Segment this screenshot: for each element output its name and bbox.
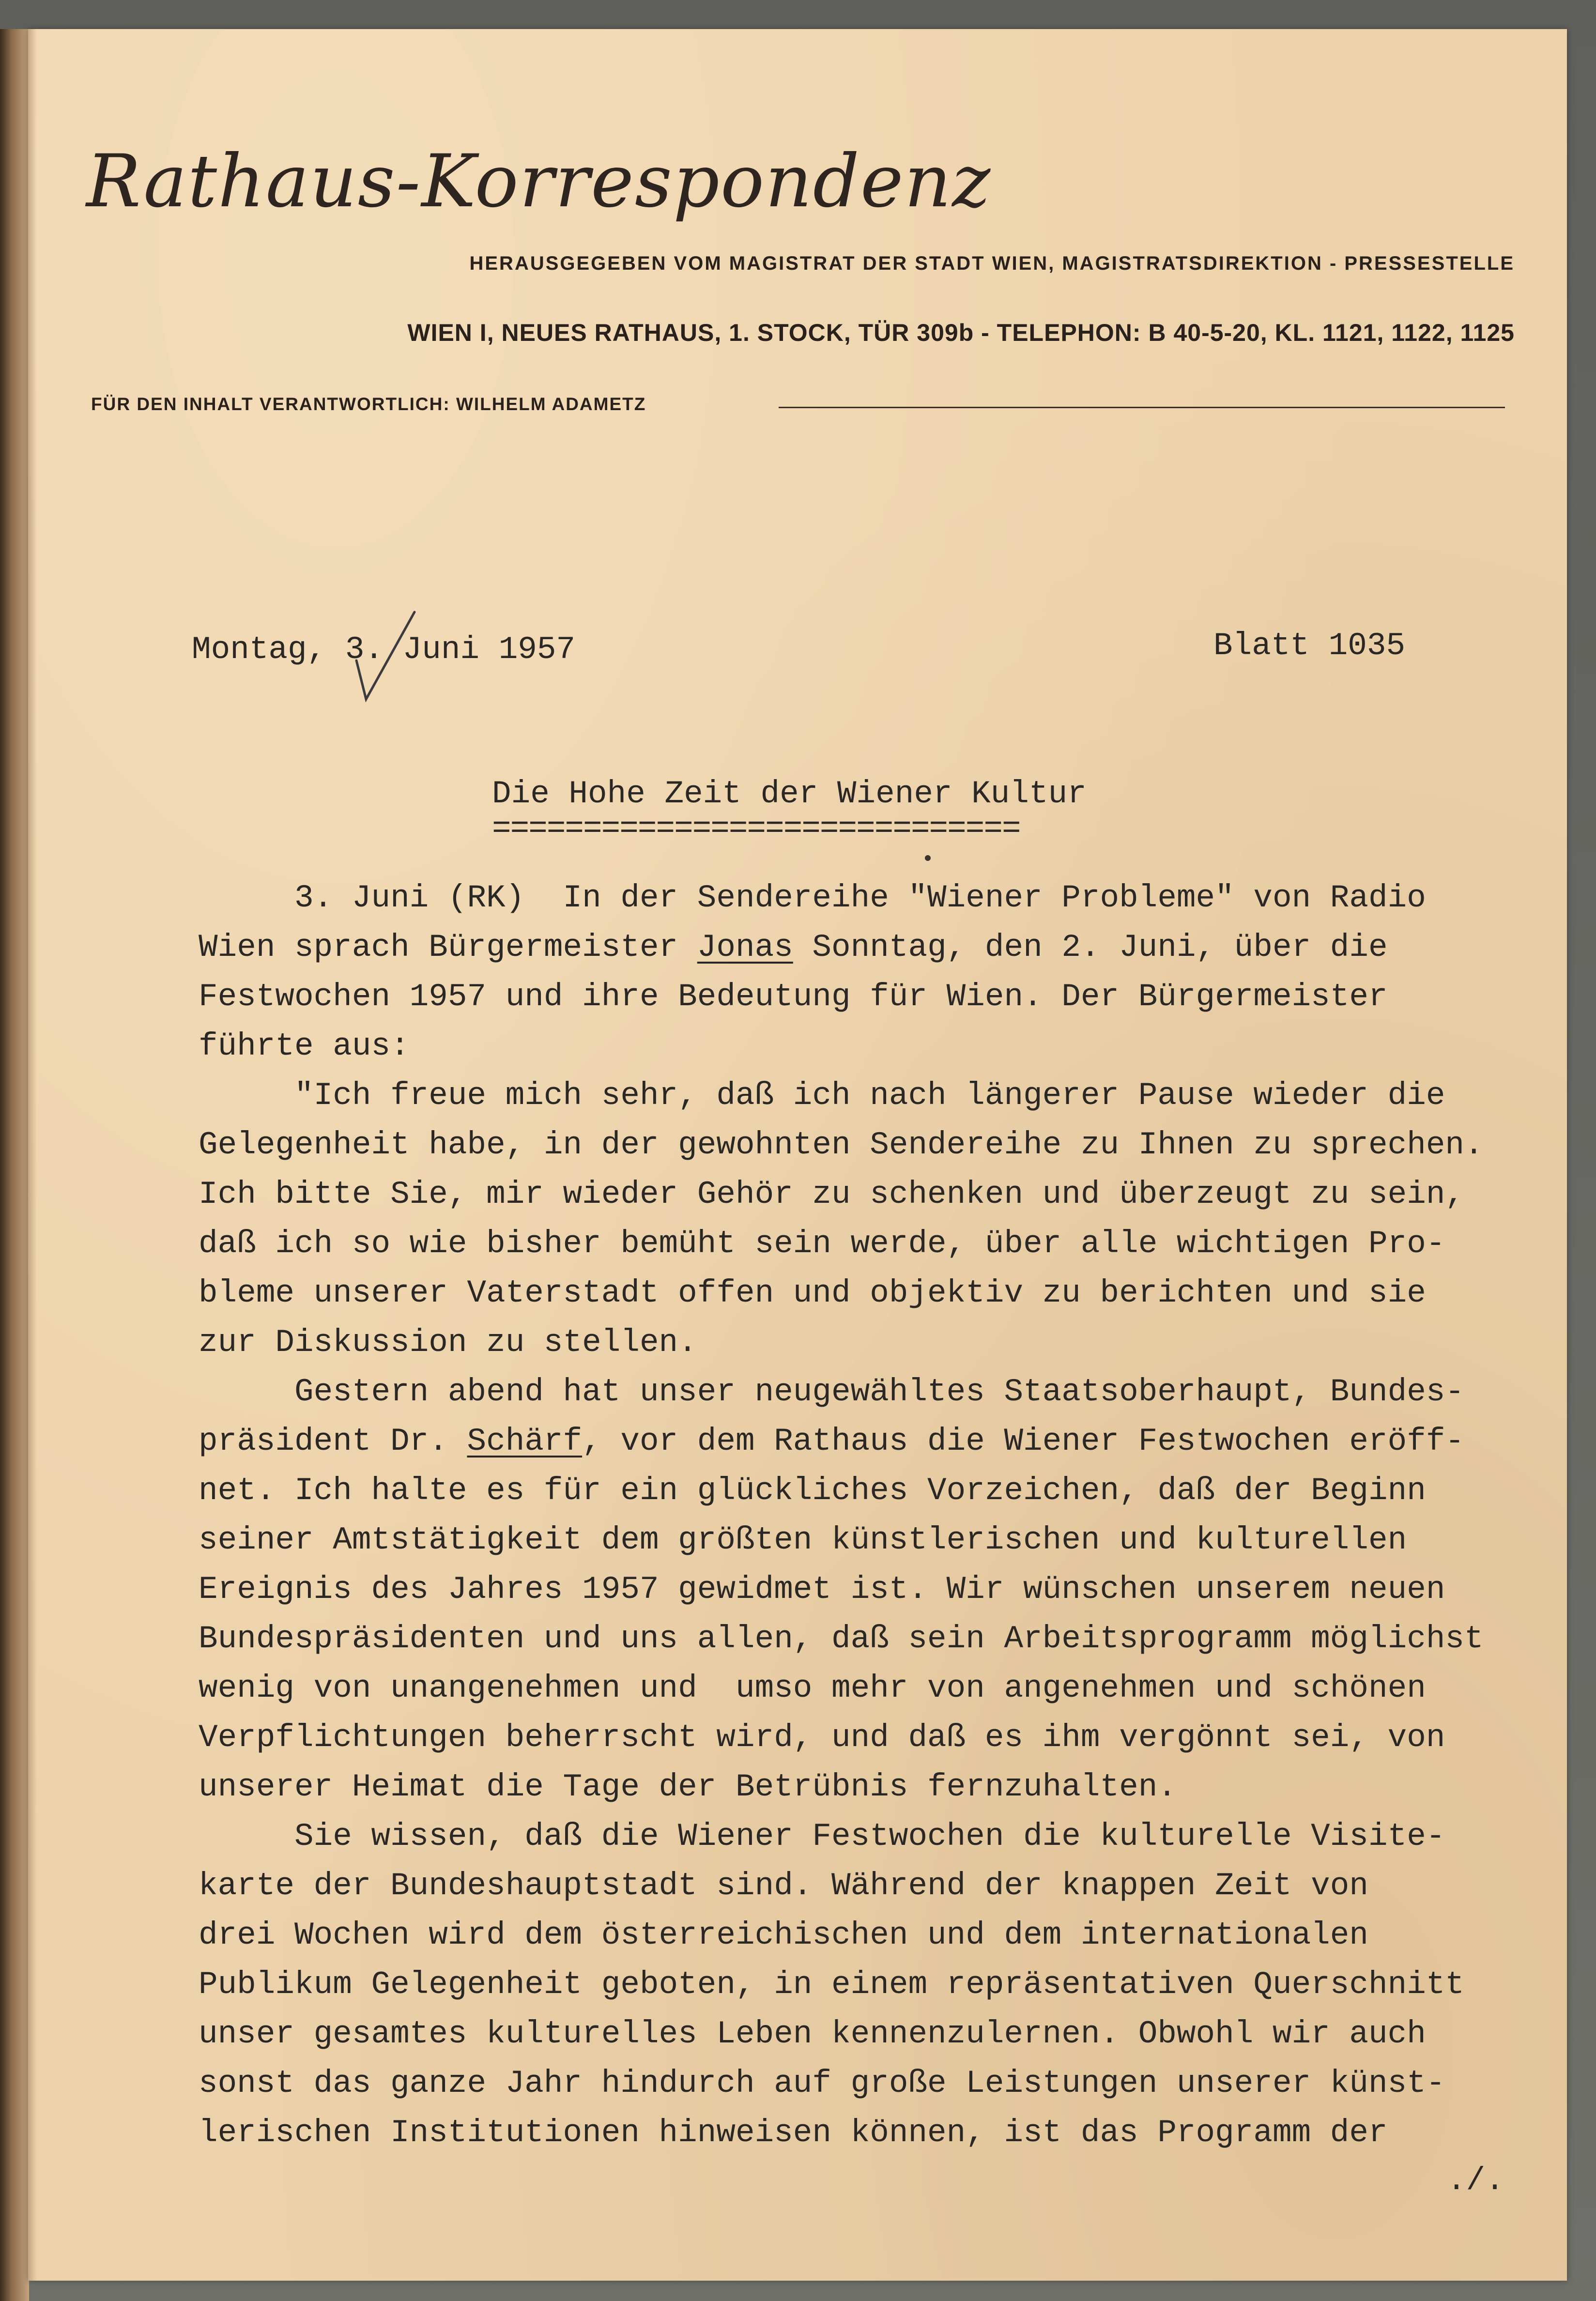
body-line	[199, 1664, 1545, 1713]
body-line	[199, 1614, 1545, 1664]
masthead-title: Rathaus-Korrespondenz	[86, 139, 992, 224]
underlined-name: Schärf	[467, 1423, 583, 1459]
body-line	[199, 2059, 1545, 2108]
body-text-span: Gestern abend hat unser neugewähltes Staatsoberhaupt, Bundes-	[199, 1374, 1465, 1410]
body-line	[199, 2010, 1545, 2059]
body-text-span: unser gesamtes kulturelles Leben kennenzulernen. Obwohl wir auch	[199, 2016, 1426, 2052]
body-line	[199, 1861, 1545, 1911]
sheet-number: Blatt 1035	[1213, 628, 1406, 664]
body-text-span: Publikum Gelegenheit geboten, in einem repräsentativen Querschnitt	[199, 1966, 1465, 2003]
body-text-span: Gelegenheit habe, in der gewohnten Sendereihe zu Ihnen zu sprechen.	[199, 1127, 1484, 1163]
book-binding	[0, 29, 29, 2301]
body-line	[199, 1911, 1545, 1960]
body-line	[199, 1713, 1545, 1763]
body-text-span: Verpflichtungen beherrscht wird, und daß es ihm vergönnt sei, von	[199, 1719, 1445, 1756]
ink-dot	[925, 855, 931, 861]
body-text-span: Ereignis des Jahres 1957 gewidmet ist. Wir wünschen unserem neuen	[199, 1571, 1445, 1608]
body-text-span: Wien sprach Bürgermeister	[199, 929, 697, 966]
underlined-name: Jonas	[697, 929, 793, 966]
body-line	[199, 874, 1545, 923]
headline-double-underline: =============================	[492, 811, 1020, 847]
body-text-span: net. Ich halte es für ein glückliches Vorzeichen, daß der Beginn	[199, 1473, 1426, 1509]
body-text-span: lerischen Institutionen hinweisen können, ist das Programm der	[199, 2115, 1388, 2151]
body-line	[199, 2108, 1545, 2158]
body-text-span: , vor dem Rathaus die Wiener Festwochen eröff-	[582, 1423, 1465, 1459]
body-line	[199, 1466, 1545, 1516]
body-text-span: drei Wochen wird dem österreichischen und dem internationalen	[199, 1917, 1368, 1953]
body-line	[199, 1318, 1545, 1367]
body-line	[199, 972, 1545, 1022]
body-text-span: "Ich freue mich sehr, daß ich nach längerer Pause wieder die	[199, 1077, 1445, 1114]
body-line	[199, 1960, 1545, 2010]
letterhead-rule	[779, 407, 1505, 408]
body-line	[199, 923, 1545, 972]
body-text-span: Festwochen 1957 und ihre Bedeutung für Wien. Der Bürgermeister	[199, 979, 1388, 1015]
body-line	[199, 1170, 1545, 1219]
body-line	[199, 1763, 1545, 1812]
article-body	[199, 874, 1545, 2158]
body-line	[199, 1812, 1545, 1861]
body-text-span: führte aus:	[199, 1028, 410, 1064]
body-text-span: zur Diskussion zu stellen.	[199, 1324, 697, 1361]
body-line	[199, 1417, 1545, 1466]
body-text-span: präsident Dr.	[199, 1423, 467, 1459]
body-text-span: Sonntag, den 2. Juni, über die	[793, 929, 1388, 966]
body-line	[199, 1219, 1545, 1269]
body-text-span: bleme unserer Vaterstadt offen und objektiv zu berichten und sie	[199, 1275, 1426, 1311]
body-text-span: daß ich so wie bisher bemüht sein werde, über alle wichtigen Pro-	[199, 1226, 1445, 1262]
body-text-span: wenig von unangenehmen und umso mehr von angenehmen und schönen	[199, 1670, 1426, 1706]
body-line	[199, 1516, 1545, 1565]
body-line	[199, 1120, 1545, 1170]
responsible-editor-line: FÜR DEN INHALT VERANTWORTLICH: WILHELM ADAMETZ	[91, 394, 646, 414]
date-line: Montag, 3. Juni 1957	[192, 631, 576, 668]
publisher-line: HERAUSGEGEBEN VOM MAGISTRAT DER STADT WIEN, MAGISTRATSDIREKTION - PRESSESTELLE	[469, 253, 1515, 274]
address-line: WIEN I, NEUES RATHAUS, 1. STOCK, TÜR 309b - TELEPHON: B 40-5-20, KL. 1121, 1122, 1125	[407, 319, 1515, 346]
body-line	[199, 1269, 1545, 1318]
body-line	[199, 1565, 1545, 1614]
body-text-span: unserer Heimat die Tage der Betrübnis fernzuhalten.	[199, 1769, 1177, 1805]
body-text-span: karte der Bundeshauptstadt sind. Während der knappen Zeit von	[199, 1868, 1368, 1904]
body-text-span: Ich bitte Sie, mir wieder Gehör zu schenken und überzeugt zu sein,	[199, 1176, 1465, 1212]
body-text-span: seiner Amtstätigkeit dem größten künstlerischen und kulturellen	[199, 1522, 1407, 1558]
body-line	[199, 1367, 1545, 1417]
body-text-span: 3. Juni (RK) In der Sendereihe "Wiener Probleme" von Radio	[199, 880, 1426, 916]
body-text-span: sonst das ganze Jahr hindurch auf große Leistungen unserer künst-	[199, 2065, 1445, 2102]
continuation-mark: ./.	[1447, 2163, 1504, 2199]
document-page	[28, 29, 1567, 2281]
body-text-span: Sie wissen, daß die Wiener Festwochen die kulturelle Visite-	[199, 1818, 1445, 1855]
body-line	[199, 1071, 1545, 1120]
page-shadow-edge	[28, 29, 37, 2281]
body-line	[199, 1022, 1545, 1071]
article-headline: Die Hohe Zeit der Wiener Kultur	[492, 776, 1087, 812]
body-text-span: Bundespräsidenten und uns allen, daß sein Arbeitsprogramm möglichst	[199, 1621, 1484, 1657]
handwritten-check-mark	[352, 607, 419, 704]
